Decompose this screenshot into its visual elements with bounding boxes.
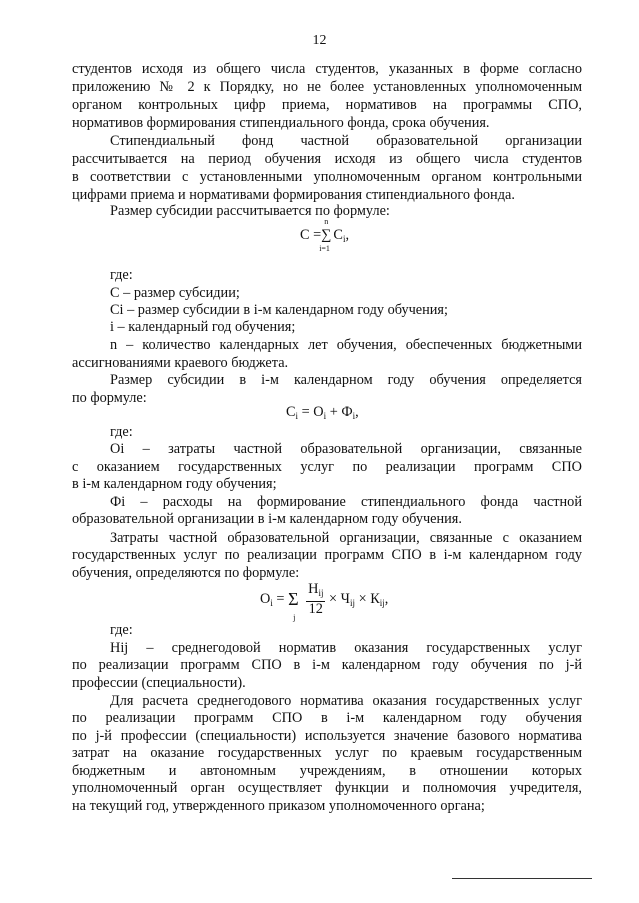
text-line: Для расчета среднегодового норматива оказания государственных услуг	[110, 693, 582, 709]
text-line: С – размер субсидии;	[110, 285, 240, 301]
text-line: затрат на оказание государственных услуг по краевым государственным	[72, 745, 582, 761]
sum-sign: Σ j	[288, 589, 299, 622]
text-line: Размер субсидии в i-м календарном году обучения определяется	[110, 372, 582, 388]
text-line: в i-м календарном году обучения;	[72, 476, 277, 492]
text-line: рассчитывается на период обучения исходя из общего числа студентов	[72, 151, 582, 167]
text-line: на текущий год, утвержденного приказом уполномоченного органа;	[72, 798, 485, 814]
text-line: Размер субсидии рассчитывается по формуле:	[110, 203, 390, 219]
text-line: где:	[110, 267, 133, 283]
text-line: по реализации программ СПО в i-м календарном году обучения по j-й	[72, 657, 582, 673]
text-line: i – календарный год обучения;	[110, 319, 296, 335]
text-line: по формуле:	[72, 390, 147, 406]
text-line: Стипендиальный фонд частной образовательной организации	[110, 133, 582, 149]
sum-upper-limit: n	[324, 217, 329, 227]
formula-costs: $О_i = \Sigma$ j $\frac{Н_{ij}}{12}$ × $Ч_{ij} \times К_{ij}$,	[260, 581, 389, 622]
text-line: где:	[110, 424, 133, 440]
text-line: по j-й профессии (специальности) используется значение базового норматива	[72, 728, 582, 744]
formula-subsidy-year: $С_i = О_i + Ф_i$,	[286, 404, 359, 421]
text-line: ассигнованиями краевого бюджета.	[72, 355, 289, 371]
footer-divider	[452, 878, 592, 879]
text-line: Фi – расходы на формирование стипендиального фонда частной	[110, 494, 582, 510]
text-line: с оказанием государственных услуг по реализации программ СПО	[72, 459, 582, 475]
text-line: Сi – размер субсидии в i-м календарном году обучения;	[110, 302, 448, 318]
fraction: $\frac{Н_{ij}}{12}$	[308, 581, 324, 617]
text-line: цифрами приема и нормативами формирования стипендиального фонда.	[72, 187, 515, 203]
text-line: n – количество календарных лет обучения, обеспеченных бюджетными	[110, 337, 582, 353]
sum-lower-limit: i=1	[319, 244, 330, 254]
sum-sign: n ∑ i=1	[319, 217, 332, 254]
text-line: профессии (специальности).	[72, 675, 246, 691]
text-line: Нij – среднегодовой норматив оказания государственных услуг	[110, 640, 582, 656]
page-number: 12	[312, 33, 327, 48]
sum-lower-limit: j	[293, 613, 296, 622]
text-line: нормативов формирования стипендиального фонда, срока обучения.	[72, 115, 490, 131]
text-line: Затраты частной образовательной организации, связанные с оказанием	[110, 530, 582, 546]
text-line: уполномоченный орган осуществляет функции и полномочия учредителя,	[72, 780, 582, 796]
text-line: по реализации программ СПО в i-м календарном году обучения	[72, 710, 582, 726]
formula-lhs: С =	[300, 227, 322, 243]
text-line: приложению № 2 к Порядку, но не более установленных уполномоченным	[72, 79, 582, 95]
text-line: государственных услуг по реализации программ СПО в i-м календарном году	[72, 547, 582, 563]
formula-subsidy-total: С = n ∑ i=1 $С_i$,	[300, 217, 350, 254]
text-line: образовательной организации в i-м календарном году обучения.	[72, 511, 462, 527]
text-line: Оi – затраты частной образовательной организации, связанные	[110, 441, 582, 457]
text-line: бюджетным и автономным учреждениям, в отношении которых	[72, 763, 582, 779]
text-line: органом контрольных цифр приема, нормативов на программы СПО,	[72, 97, 582, 113]
text-line: где:	[110, 622, 133, 638]
text-line: обучения, определяются по формуле:	[72, 565, 300, 581]
text-line: в соответствии с установленными уполномоченным органом контрольными	[72, 169, 582, 185]
text-line: студентов исходя из общего числа студентов, указанных в форме согласно	[72, 61, 582, 77]
